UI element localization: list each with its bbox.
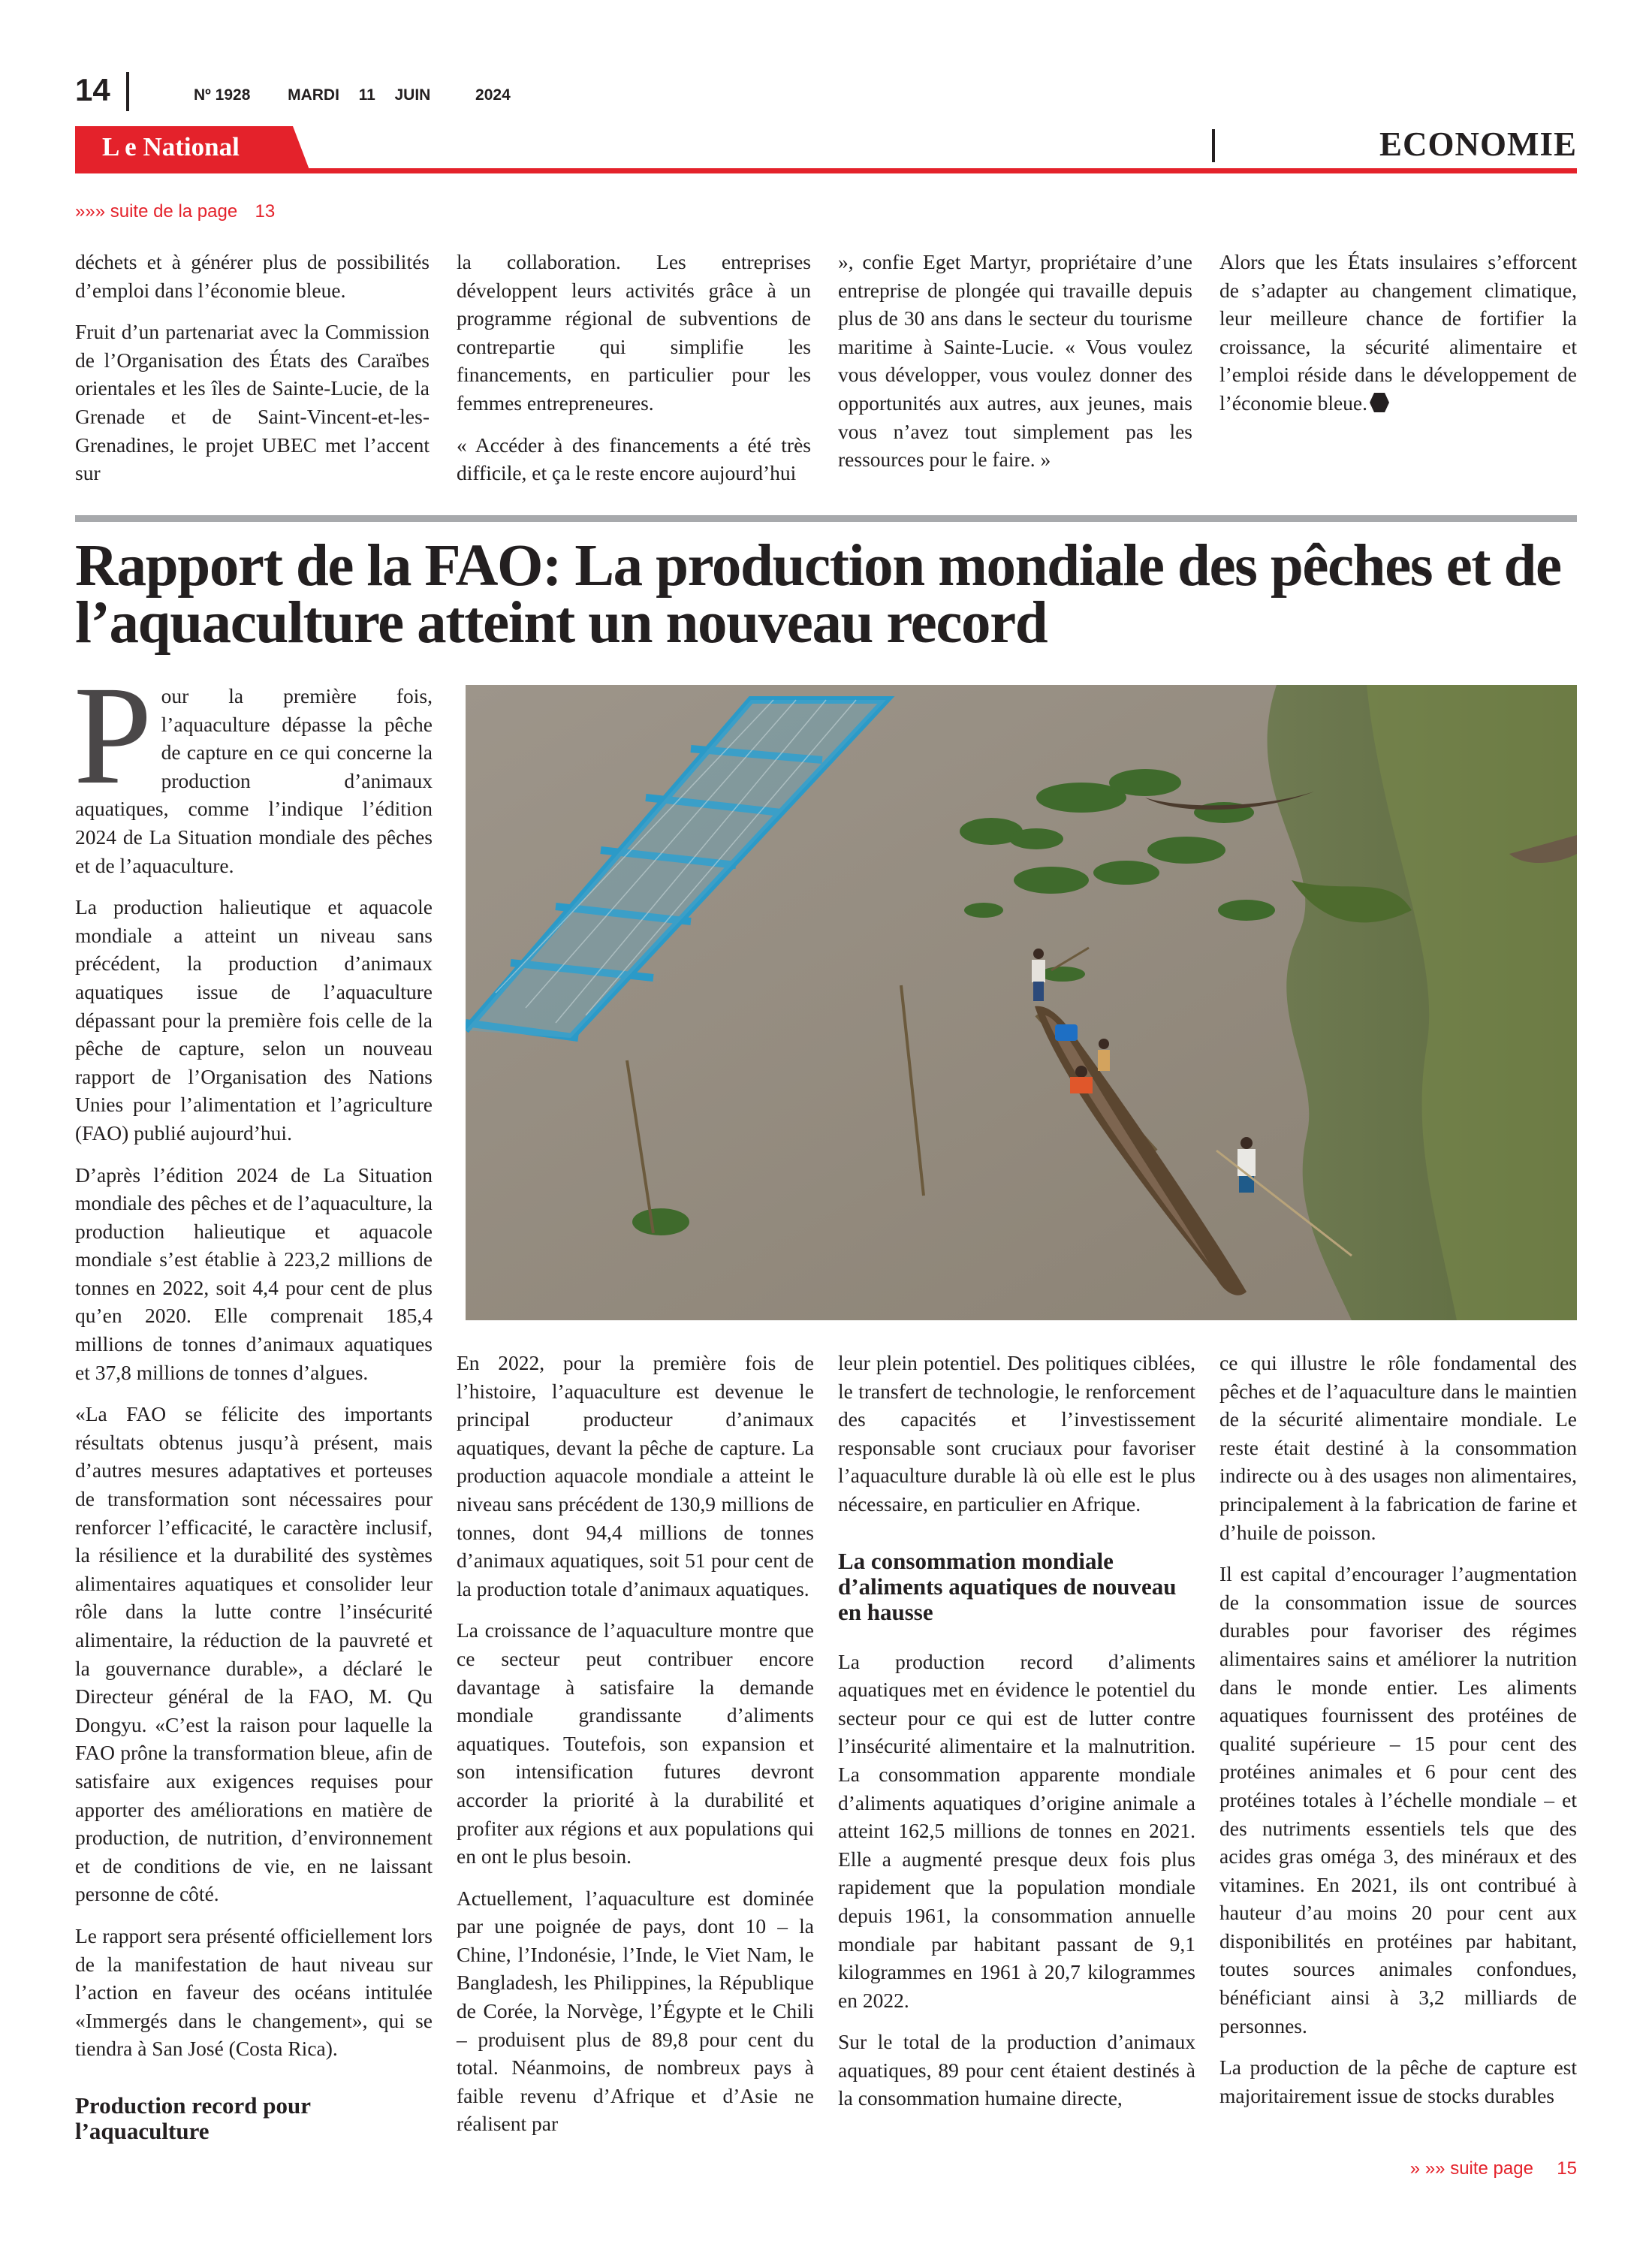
continued-to[interactable] (1410, 2158, 1577, 2179)
issue-date: 11 (358, 86, 375, 104)
paragraph: Le rapport sera présenté officiellement lors de la manifestation de haut niveau sur l’action en faveur des océans intitulée «Immergés dans le changement», qui se tiendra à San José (Costa Rica). (75, 1923, 433, 2061)
article-headline: Rapport de la FAO: La production mondiale des pêches et de l’aquaculture atteint un nouveau record (75, 533, 1561, 656)
header-rule (75, 168, 1577, 173)
paragraph: « Accéder à des financements a été très difficile, et ça le reste encore aujourd’hui (457, 433, 811, 485)
paragraph: La production record d’aliments aquatiques met en évidence le potentiel du secteur pour ce qui est de lutter contre l’insécurité alimentaire et la malnutrition. La consommation apparente mondiale d’aliments aquatiques d’origine animale a atteint 162,5 millions de tonnes en 2021. Elle a augmenté presque deux fois plus rapidement que la population mondiale depuis 1961, la consommation annuelle mondiale par habitant passant de 9,1 kilogrammes en 1961 à 20,7 kilogrammes en 2022. (838, 1649, 1195, 2012)
continued-page: 15 (1557, 2158, 1577, 2179)
paragraph-text: Alors que les États insulaires s’efforcent de s’adapter au changement climatique, leur meilleure chance de fortifier la croissance, la sécurité alimentaire et l’emploi réside dans le développement de l’économie bleue. (1219, 250, 1577, 415)
article-photo (466, 685, 1577, 1320)
top-column-2 (457, 248, 811, 501)
continued-page: 13 (255, 201, 276, 222)
drop-cap: P (74, 656, 152, 813)
paragraph: «La FAO se félicite des importants résultats obtenus jusqu’à présent, mais d’autres mesures adaptatives et porteuses de transformation sont nécessaires pour renforcer l’efficacité, le caractère inclusif, la résilience et la durabilité des systèmes alimentaires aquatiques et consolider leur rôle dans la lutte contre l’insécurité alimentaire, la réduction de la pauvreté et la gouvernance durable», a déclaré le Directeur général de la FAO, M. Qu Dongyu. «C’est la raison pour laquelle la FAO prône la transformation bleue, afin de satisfaire aux exigences requises pour apporter des améliorations en matière de production, de nutrition, d’environnement et de conditions de vie, en ne laissant personne de côté. (75, 1402, 433, 1906)
top-column-3 (838, 248, 1192, 487)
paragraph: leur plein potentiel. Des politiques ciblées, le transfert de technologie, le renforcement des capacités et l’investissement responsable sont cruciaux pour favoriser l’aquaculture durable là où elle est le plus nécessaire, en particulier en Afrique. (838, 1351, 1195, 1516)
section-title: ECONOMIE (1379, 125, 1577, 163)
article-column-1 (74, 656, 433, 2144)
paragraph: En 2022, pour la première fois de l’histoire, l’aquaculture est devenue le principal producteur d’animaux aquatiques, devant la pêche de capture. La production aquacole mondiale a atteint le niveau sans précédent de 130,9 millions de tonnes, dont 94,4 millions de tonnes d’animaux aquatiques, soit 51 pour cent de la production totale d’animaux aquatiques. (457, 1351, 814, 1600)
paragraph: déchets et à générer plus de possibilités d’emploi dans l’économie bleue. (75, 250, 430, 302)
issue-line (194, 86, 511, 104)
paragraph: la collaboration. Les entreprises développent leurs activités grâce à un programme régional de subventions de contrepartie qui simplifie les financements, en particulier pour les femmes entrepreneures. (457, 250, 811, 415)
top-column-4 (1219, 248, 1577, 431)
paragraph: Actuellement, l’aquaculture est dominée par une poignée de pays, dont 10 – la Chine, l’Indonésie, l’Inde, le Viet Nam, le Bangladesh, les Philippines, la République de Corée, la Norvège, l’Égypte et le Chili – produisent plus de 89,8 pour cent du total. Néanmoins, de nombreux pays à faible revenu d’Afrique et d’Asie ne réalisent par (457, 1886, 814, 2136)
section-rule (75, 515, 1577, 522)
subheading: La consommation mondiale d’aliments aquatiques de nouveau en hausse (838, 1547, 1177, 1625)
article-column-2 (457, 1349, 814, 2152)
end-mark-icon (1369, 392, 1390, 413)
paragraph: », confie Eget Martyr, propriétaire d’une entreprise de plongée qui travaille depuis plus de 30 ans dans le secteur du tourisme maritime à Sainte-Lucie. « Vous voulez vous développer, vous voulez donner des opportunités aux autres, aux jeunes, mais vous n’avez tout simplement pas les ressources pour le faire. » (838, 250, 1192, 472)
lead-paragraph (74, 656, 433, 879)
continued-arrows: » »» (1409, 2158, 1446, 2179)
issue-year: 2024 (475, 86, 511, 104)
paragraph: La production de la pêche de capture est majoritairement issue de stocks durables (1219, 2055, 1577, 2107)
section-divider (1212, 129, 1215, 162)
paragraph: Fruit d’un partenariat avec la Commission de l’Organisation des États des Caraïbes orientales et les îles de Sainte-Lucie, de la Grenade et de Saint-Vincent-et-les-Grenadines, le projet UBEC met l’accent sur (75, 320, 430, 485)
paragraph: La croissance de l’aquaculture montre que ce secteur peut contribuer encore davantage à satisfaire la demande mondiale grandissante d’aliments aquatiques. Toutefois, son expansion et son intensification futures devront accorder la priorité à la durabilité et profiter aux régions et aux populations qui en ont le plus besoin. (457, 1618, 814, 1868)
paragraph: ce qui illustre le rôle fondamental des pêches et de l’aquaculture dans le maintien de la sécurité alimentaire mondiale. Le reste était destiné à la consommation indirecte ou à des usages non alimentaires, principalement à la fabrication de farine et d’huile de poisson. (1219, 1351, 1577, 1544)
paragraph: D’après l’édition 2024 de La Situation mondiale des pêches et de l’aquaculture, la production halieutique et aquacole mondiale s’est établie à 223,2 millions de tonnes en 2022, soit 4,4 pour cent de plus qu’en 2020. Elle comprenait 185,4 millions de tonnes d’animaux aquatiques et 37,8 millions de tonnes d’algues. (75, 1163, 433, 1384)
continued-text: suite de la page (110, 201, 238, 222)
continued-text: suite page (1450, 2158, 1533, 2179)
lead-text: our la première fois, l’aquaculture dépasse la pêche de capture en ce qui concerne la production d’animaux aquatiques, comme l’indique l’édition 2024 de La Situation mondiale des pêches et de l’aquaculture. (75, 684, 433, 877)
issue-month: JUIN (394, 86, 431, 104)
brand-logo: L e National (102, 132, 240, 161)
paragraph (1219, 248, 1577, 418)
continued-arrows: »»» (75, 201, 106, 222)
paragraph: La production halieutique et aquacole mondiale a atteint un niveau sans précédent, la production d’animaux aquatiques issue de l’aquaculture dépassant pour la première fois celle de la pêche de capture, selon un nouveau rapport de l’Organisation des Nations Unies pour l’alimentation et l’agriculture (FAO) publié aujourd’hui. (75, 895, 433, 1145)
page-number-divider (126, 72, 129, 111)
article-column-3 (838, 1349, 1195, 2126)
issue-day: MARDI (288, 86, 339, 104)
top-column-1 (75, 248, 430, 501)
page-number: 14 (75, 72, 110, 107)
article-column-4 (1219, 1349, 1577, 2123)
paragraph: Il est capital d’encourager l’augmentation de la consommation issue de sources durables pour favoriser des régimes alimentaires sains et améliorer la nutrition dans le monde entier. Les aliments aquatiques fournissent des protéines de qualité supérieure – 15 pour cent des protéines animales et 6 pour cent des protéines totales à l’échelle mondiale – et des nutriments essentiels tels que des acides gras oméga 3, des minéraux et des vitamines. En 2021, ils ont contribué à hauteur d’au moins 20 pour cent aux disponibilités en protéines par habitant, toutes sources animales confondues, bénéficiant ainsi à 3,2 milliards de personnes. (1219, 1562, 1577, 2037)
subheading: Production record pour l’aquaculture (75, 2092, 311, 2144)
issue-number: Nº 1928 (194, 86, 251, 104)
continued-from[interactable] (75, 201, 275, 222)
paragraph: Sur le total de la production d’animaux aquatiques, 89 pour cent étaient destinés à la consommation humaine directe, (838, 2030, 1195, 2110)
